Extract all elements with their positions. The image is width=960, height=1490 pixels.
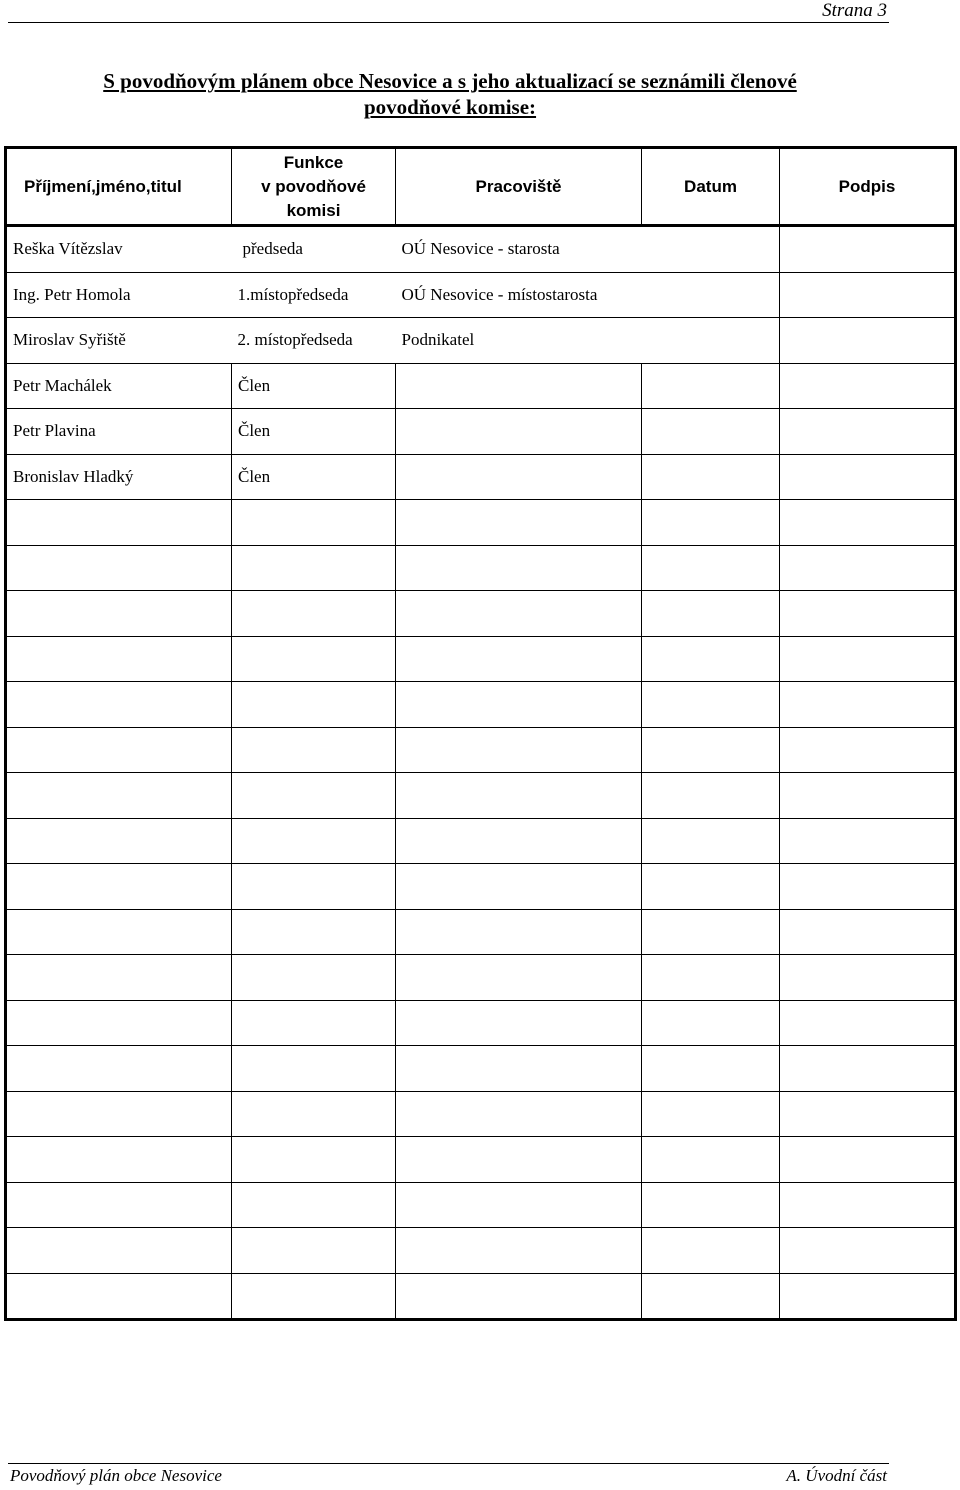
page-header xyxy=(8,0,889,23)
column-header-signature: Podpis xyxy=(780,148,956,226)
empty-workplace-cell xyxy=(396,1046,642,1092)
empty-table-row xyxy=(6,636,956,682)
empty-date-cell xyxy=(642,773,780,819)
empty-name-cell xyxy=(6,1182,232,1228)
member-workplace-cell: Podnikatel xyxy=(396,318,642,364)
empty-function-cell xyxy=(232,591,396,637)
member-signature-cell xyxy=(780,226,956,273)
column-header-workplace: Pracoviště xyxy=(396,148,642,226)
member-function-cell: Člen xyxy=(232,454,396,500)
empty-function-cell xyxy=(232,682,396,728)
empty-workplace-cell xyxy=(396,636,642,682)
empty-function-cell xyxy=(232,1228,396,1274)
empty-table-row xyxy=(6,818,956,864)
empty-function-cell xyxy=(232,955,396,1001)
table-body xyxy=(6,226,956,1320)
member-date-cell xyxy=(642,318,780,364)
empty-name-cell xyxy=(6,1000,232,1046)
column-header-function-line-1: Funkce xyxy=(283,152,344,172)
member-function-cell: Člen xyxy=(232,409,396,455)
member-function-cell: 1.místopředseda xyxy=(232,272,396,318)
empty-table-row xyxy=(6,1046,956,1092)
member-name-cell: Bronislav Hladký xyxy=(6,454,232,500)
empty-name-cell xyxy=(6,773,232,819)
member-date-cell xyxy=(642,226,780,273)
empty-workplace-cell xyxy=(396,864,642,910)
empty-workplace-cell xyxy=(396,909,642,955)
empty-table-row xyxy=(6,1228,956,1274)
empty-function-cell xyxy=(232,1046,396,1092)
empty-function-cell xyxy=(232,909,396,955)
empty-date-cell xyxy=(642,1228,780,1274)
empty-function-cell xyxy=(232,1137,396,1183)
empty-signature-cell xyxy=(780,773,956,819)
empty-signature-cell xyxy=(780,955,956,1001)
empty-signature-cell xyxy=(780,636,956,682)
member-name-cell: Petr Plavina xyxy=(6,409,232,455)
empty-name-cell xyxy=(6,682,232,728)
member-function-cell: Člen xyxy=(232,363,396,409)
empty-date-cell xyxy=(642,636,780,682)
empty-date-cell xyxy=(642,591,780,637)
heading-line-1: S povodňovým plánem obce Nesovice a s jeho aktualizací se seznámili členové xyxy=(103,69,797,93)
empty-table-row xyxy=(6,773,956,819)
member-date-cell xyxy=(642,454,780,500)
column-header-function xyxy=(232,148,396,226)
empty-function-cell xyxy=(232,1182,396,1228)
member-workplace-cell xyxy=(396,363,642,409)
empty-date-cell xyxy=(642,727,780,773)
empty-name-cell xyxy=(6,1137,232,1183)
member-signature-cell xyxy=(780,363,956,409)
member-workplace-cell: OÚ Nesovice - místostarosta xyxy=(396,272,642,318)
empty-function-cell xyxy=(232,1091,396,1137)
empty-signature-cell xyxy=(780,500,956,546)
table-row xyxy=(6,454,956,500)
empty-date-cell xyxy=(642,909,780,955)
empty-function-cell xyxy=(232,636,396,682)
member-workplace-cell xyxy=(396,454,642,500)
empty-name-cell xyxy=(6,1091,232,1137)
member-name-cell: Miroslav Syřiště xyxy=(6,318,232,364)
member-date-cell xyxy=(642,363,780,409)
empty-date-cell xyxy=(642,818,780,864)
empty-name-cell xyxy=(6,591,232,637)
empty-function-cell xyxy=(232,818,396,864)
empty-name-cell xyxy=(6,500,232,546)
empty-date-cell xyxy=(642,500,780,546)
column-header-date: Datum xyxy=(642,148,780,226)
empty-signature-cell xyxy=(780,682,956,728)
empty-table-row xyxy=(6,1091,956,1137)
empty-date-cell xyxy=(642,1137,780,1183)
empty-date-cell xyxy=(642,1182,780,1228)
empty-table-row xyxy=(6,1000,956,1046)
empty-name-cell xyxy=(6,545,232,591)
empty-table-row xyxy=(6,1182,956,1228)
empty-name-cell xyxy=(6,727,232,773)
empty-function-cell xyxy=(232,727,396,773)
empty-function-cell xyxy=(232,1273,396,1320)
table-header-row xyxy=(6,148,956,226)
empty-date-cell xyxy=(642,682,780,728)
empty-function-cell xyxy=(232,1000,396,1046)
empty-table-row xyxy=(6,727,956,773)
member-signature-cell xyxy=(780,318,956,364)
member-workplace-cell: OÚ Nesovice - starosta xyxy=(396,226,642,273)
empty-workplace-cell xyxy=(396,682,642,728)
empty-function-cell xyxy=(232,500,396,546)
table-row xyxy=(6,226,956,273)
footer-document-title: Povodňový plán obce Nesovice xyxy=(10,1466,222,1485)
empty-function-cell xyxy=(232,864,396,910)
empty-workplace-cell xyxy=(396,545,642,591)
empty-signature-cell xyxy=(780,727,956,773)
empty-name-cell xyxy=(6,864,232,910)
empty-name-cell xyxy=(6,955,232,1001)
column-header-name: Příjmení,jméno,titul xyxy=(6,148,232,226)
member-function-cell: 2. místopředseda xyxy=(232,318,396,364)
empty-signature-cell xyxy=(780,1228,956,1274)
column-header-function-line-3: komisi xyxy=(286,200,341,220)
empty-workplace-cell xyxy=(396,1137,642,1183)
empty-date-cell xyxy=(642,1091,780,1137)
empty-workplace-cell xyxy=(396,1000,642,1046)
empty-workplace-cell xyxy=(396,1182,642,1228)
heading-line-2: povodňové komise: xyxy=(363,95,537,119)
member-name-cell: Reška Vítězslav xyxy=(6,226,232,273)
empty-date-cell xyxy=(642,545,780,591)
empty-signature-cell xyxy=(780,1046,956,1092)
empty-date-cell xyxy=(642,1000,780,1046)
empty-signature-cell xyxy=(780,1273,956,1320)
empty-signature-cell xyxy=(780,864,956,910)
empty-name-cell xyxy=(6,1273,232,1320)
empty-name-cell xyxy=(6,1228,232,1274)
empty-function-cell xyxy=(232,545,396,591)
empty-name-cell xyxy=(6,909,232,955)
empty-workplace-cell xyxy=(396,818,642,864)
member-signature-cell xyxy=(780,409,956,455)
empty-signature-cell xyxy=(780,1182,956,1228)
empty-table-row xyxy=(6,682,956,728)
empty-name-cell xyxy=(6,818,232,864)
table-row xyxy=(6,363,956,409)
empty-signature-cell xyxy=(780,818,956,864)
empty-name-cell xyxy=(6,636,232,682)
empty-table-row xyxy=(6,1273,956,1320)
empty-table-row xyxy=(6,864,956,910)
member-date-cell xyxy=(642,409,780,455)
empty-workplace-cell xyxy=(396,773,642,819)
empty-table-row xyxy=(6,500,956,546)
empty-date-cell xyxy=(642,955,780,1001)
empty-table-row xyxy=(6,591,956,637)
commission-members-table xyxy=(4,146,957,1321)
empty-signature-cell xyxy=(780,909,956,955)
member-signature-cell xyxy=(780,272,956,318)
empty-workplace-cell xyxy=(396,1091,642,1137)
member-name-cell: Ing. Petr Homola xyxy=(6,272,232,318)
page-number: Strana 3 xyxy=(822,0,887,21)
table-row xyxy=(6,272,956,318)
empty-workplace-cell xyxy=(396,1273,642,1320)
empty-signature-cell xyxy=(780,1137,956,1183)
member-date-cell xyxy=(642,272,780,318)
empty-date-cell xyxy=(642,1046,780,1092)
empty-signature-cell xyxy=(780,1000,956,1046)
table-row xyxy=(6,318,956,364)
footer-section-name: A. Úvodní část xyxy=(786,1466,887,1485)
empty-workplace-cell xyxy=(396,1228,642,1274)
empty-workplace-cell xyxy=(396,955,642,1001)
column-header-function-line-2: v povodňové xyxy=(261,176,366,196)
empty-date-cell xyxy=(642,1273,780,1320)
page-heading xyxy=(0,68,900,120)
member-function-cell: předseda xyxy=(232,226,396,273)
table-row xyxy=(6,409,956,455)
empty-table-row xyxy=(6,545,956,591)
empty-signature-cell xyxy=(780,1091,956,1137)
empty-function-cell xyxy=(232,773,396,819)
empty-table-row xyxy=(6,955,956,1001)
empty-workplace-cell xyxy=(396,500,642,546)
empty-table-row xyxy=(6,909,956,955)
empty-date-cell xyxy=(642,864,780,910)
empty-table-row xyxy=(6,1137,956,1183)
empty-signature-cell xyxy=(780,591,956,637)
member-signature-cell xyxy=(780,454,956,500)
empty-workplace-cell xyxy=(396,591,642,637)
empty-name-cell xyxy=(6,1046,232,1092)
member-workplace-cell xyxy=(396,409,642,455)
member-name-cell: Petr Machálek xyxy=(6,363,232,409)
empty-signature-cell xyxy=(780,545,956,591)
empty-workplace-cell xyxy=(396,727,642,773)
page-footer xyxy=(8,1463,889,1488)
